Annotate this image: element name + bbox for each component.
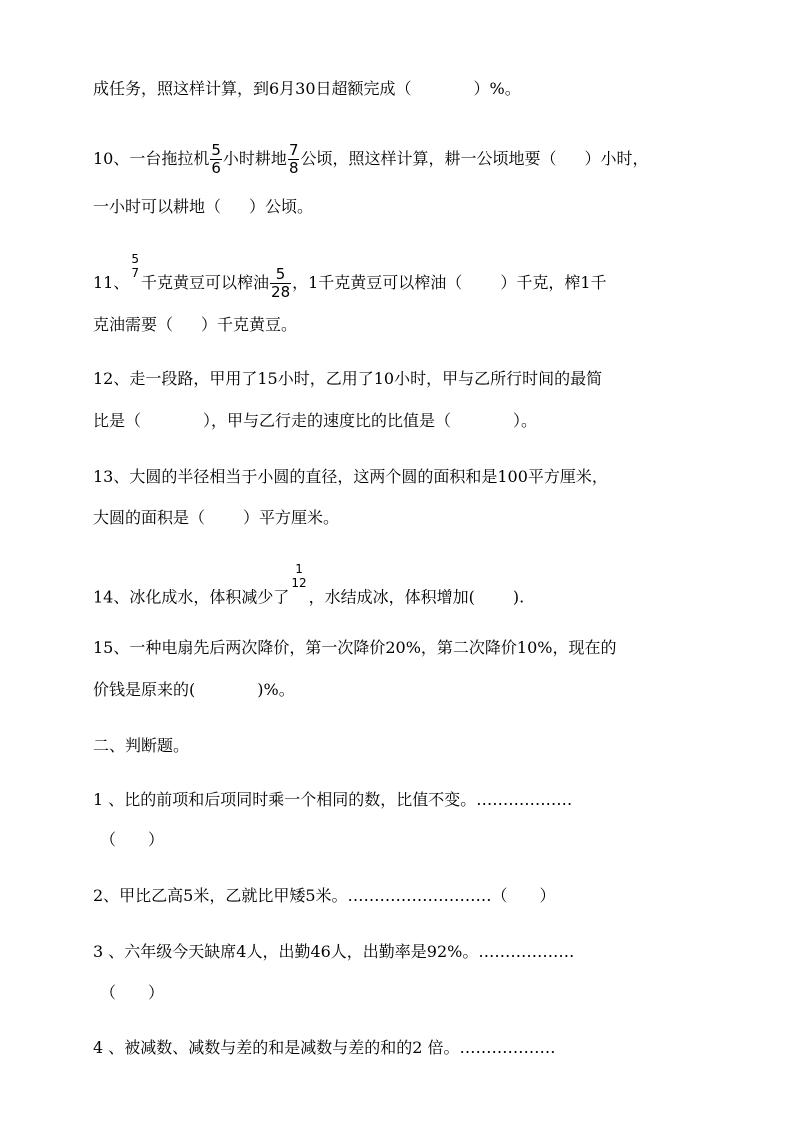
q10-text-b: 小时耕地: [222, 149, 287, 168]
q12-text-a: 12、走一段路，甲用了15小时，乙用了10小时，甲与乙所行时间的最简: [93, 369, 603, 388]
judge-3-text: 3 、六年级今天缺席4人，出勤46人，出勤率是92%。………………: [93, 942, 575, 961]
q10-text-a: 10、一台拖拉机: [93, 149, 210, 168]
q11-line-2: [93, 315, 297, 335]
section-title-text: 二、判断题。: [93, 736, 190, 755]
q10-f1-num: 5: [211, 141, 221, 159]
q12-text-c: ），甲与乙行走的速度比的比值是（: [203, 411, 452, 430]
q11-text-d: ）千克，榨1千: [500, 273, 607, 292]
q9-line: [93, 79, 521, 99]
q14-text-c: ).: [512, 587, 525, 607]
q11-text-a: 11、: [93, 273, 130, 292]
q12-text-b: 比是（: [93, 411, 142, 430]
judge-1-text: 1 、比的前项和后项同时乘一个相同的数，比值不变。………………: [93, 790, 573, 809]
q14-text-b: ，水结成冰，体积增加(: [308, 587, 475, 607]
q11-line-1: [93, 251, 607, 301]
judge-2-text: 2、甲比乙高5米，乙就比甲矮5米。………………………（ ）: [93, 886, 556, 905]
q10-fraction-1: [210, 142, 222, 177]
q10-f2-num: 7: [288, 141, 299, 159]
q14-f-num: 1: [295, 562, 303, 576]
q11-f1-num: 5: [131, 251, 140, 266]
q10-text-e: 一小时可以耕地（: [93, 197, 222, 216]
q14-line: [93, 562, 525, 612]
q14-f-den: 12: [291, 576, 307, 590]
q15-line-2: [93, 680, 295, 700]
q12-line-2: [93, 411, 537, 431]
judge-3-answer-bracket[interactable]: （ ）: [100, 983, 165, 1002]
q10-f2-den: 8: [288, 159, 299, 177]
q10-f1-den: 6: [211, 159, 221, 177]
q13-text-c: ）平方厘米。: [243, 508, 340, 527]
q11-fraction-1: [130, 252, 140, 280]
q9-text-b: ）%。: [473, 79, 521, 98]
q10-text-f: ）公顷。: [249, 197, 314, 216]
judge-item-1: [93, 790, 572, 810]
judge-item-2: [93, 886, 556, 906]
q13-line-1: [93, 467, 608, 487]
q11-text-c: ，1千克黄豆可以榨油（: [292, 273, 463, 292]
q10-text-c: 公顷，照这样计算，耕一公顷地要（: [300, 149, 557, 168]
q11-f1-den: 7: [131, 265, 140, 280]
q15-text-c: )%。: [257, 680, 295, 699]
judge-1-answer-bracket[interactable]: （ ）: [100, 830, 165, 849]
q10-line-1: [93, 142, 649, 177]
q13-text-b: 大圆的面积是（: [93, 508, 206, 527]
judge-item-1-bracket[interactable]: [100, 830, 164, 850]
q12-text-d: ）。: [513, 411, 538, 430]
q11-text-b: 千克黄豆可以榨油: [141, 273, 270, 292]
q14-fraction: [290, 562, 307, 590]
q14-text-a: 14、冰化成水，体积减少了: [93, 587, 290, 607]
q13-line-2: [93, 508, 339, 528]
q11-text-f: ）千克黄豆。: [201, 315, 298, 334]
judge-item-3-bracket[interactable]: [100, 983, 164, 1003]
q11-f2-num: 5: [270, 266, 291, 284]
q11-text-e: 克油需要（: [93, 315, 174, 334]
section-title: [93, 736, 189, 756]
q9-text-a: 成任务，照这样计算，到6月30日超额完成（: [93, 79, 412, 98]
judge-item-4: [93, 1038, 556, 1058]
q10-fraction-2: [288, 142, 300, 177]
q11-fraction-2: [270, 266, 291, 301]
q11-f2-den: 28: [271, 283, 291, 301]
q15-text-a: 15、一种电扇先后两次降价，第一次降价20%，第二次降价10%，现在的: [93, 638, 617, 657]
q10-text-d: ）小时，: [584, 149, 649, 168]
q12-line-1: [93, 369, 602, 389]
q10-line-2: [93, 197, 313, 217]
judge-item-3: [93, 942, 574, 962]
q13-text-a: 13、大圆的半径相当于小圆的直径，这两个圆的面积和是100平方厘米，: [93, 467, 608, 486]
q15-line-1: [93, 638, 617, 658]
judge-4-text: 4 、被减数、减数与差的和是减数与差的和的2 倍。………………: [93, 1038, 556, 1057]
q15-text-b: 价钱是原来的(: [93, 680, 196, 699]
